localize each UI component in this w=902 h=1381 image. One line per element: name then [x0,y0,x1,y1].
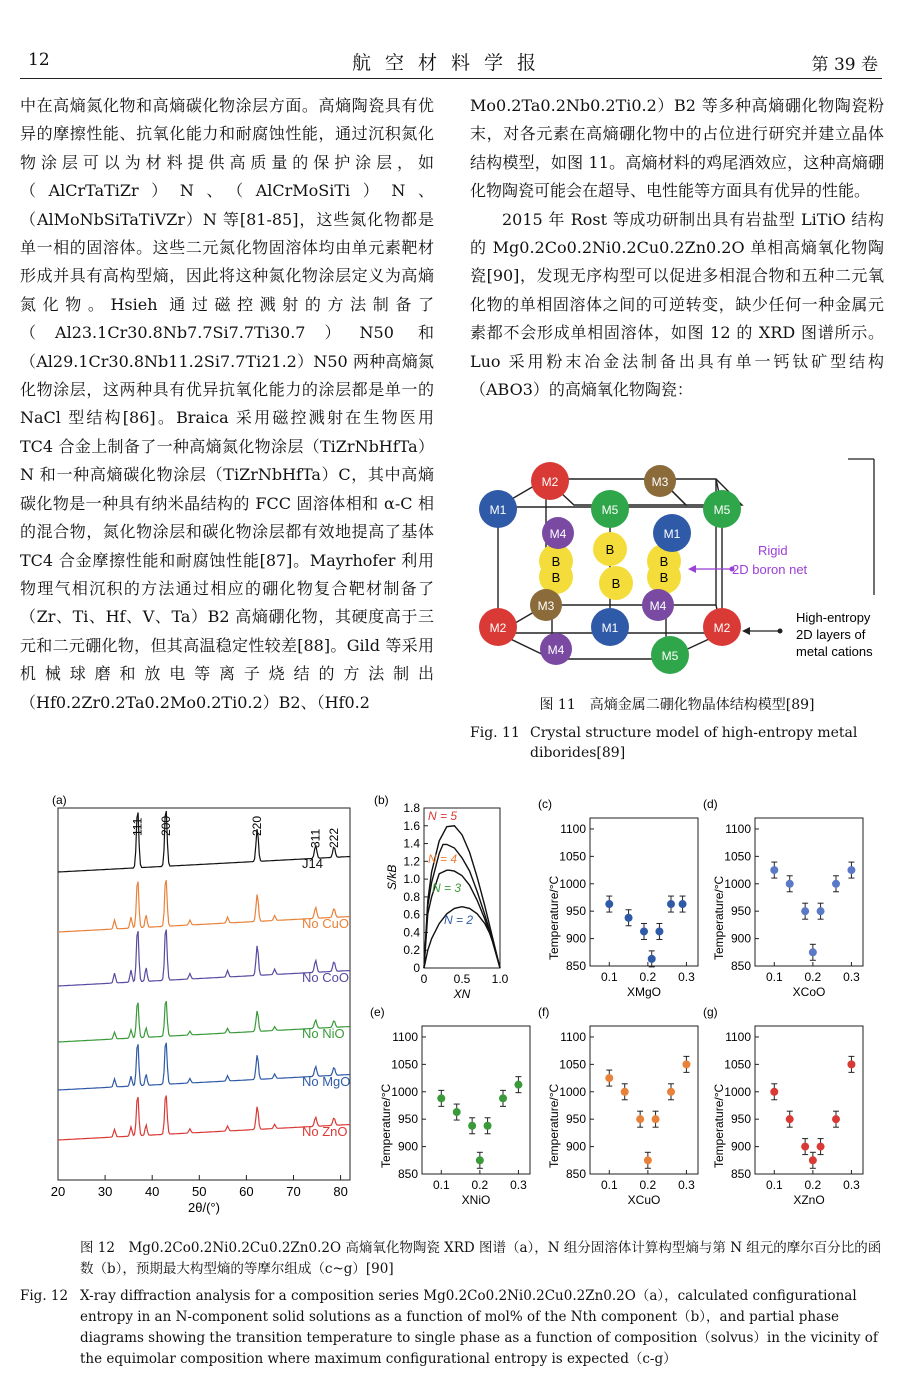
phase-panel-label: (g) [703,1005,718,1019]
a-x-tick-label: 80 [333,1184,348,1199]
a-x-tick-label: 40 [144,1184,160,1199]
phase-y-axis-label: Temperature/°C [547,1083,561,1168]
phase-panel-frame [590,818,698,966]
figure-11-caption-en: Crystal structure model of high-entropy metal diborides[89] [530,725,858,761]
phase-x-tick-label: 0.2 [639,970,657,984]
svg-text:M2: M2 [541,475,559,489]
phase-data-point [770,1088,778,1096]
a-x-tick-label: 60 [239,1184,254,1199]
a-trace-label: No ZnO [302,1124,348,1139]
phase-x-tick-label: 0.1 [600,1178,618,1192]
phase-data-point [625,914,633,922]
b-x-tick-label: 1.0 [491,972,509,986]
b-x-tick-label: 0 [420,972,428,986]
phase-x-tick-label: 0.2 [804,1178,822,1192]
phase-panel-frame [755,1026,863,1174]
phase-data-point [605,900,613,908]
phase-data-point [621,1088,629,1096]
phase-x-tick-label: 0.1 [432,1178,450,1192]
atom-label-b: B [551,554,561,569]
phase-x-tick-label: 0.1 [600,970,618,984]
phase-y-tick-label: 900 [565,1139,586,1154]
figure-11-caption-en-label: Fig. 11 [470,725,520,741]
phase-y-tick-label: 950 [397,1112,418,1127]
b-y-tick-label: 1.4 [403,836,420,851]
svg-text:M5: M5 [713,503,731,517]
phase-y-axis-label: Temperature/°C [379,1083,393,1168]
svg-text:M2: M2 [713,621,731,635]
left-paragraph: 中在高熵氮化物和高熵碳化物涂层方面。高熵陶瓷具有优异的摩擦性能、抗氧化能力和耐腐蚀性能，通过沉积氮化物涂层可以为材料提供高质量的保护涂层，如（AlCrTaTiZr）N、（AlCrMoSiTi）N、（AlMoNbSiTaTiVZr）N 等[81-85]，这些氮化物都是单一相的固溶体。这些二元氮化物固溶体均由单元素靶材形成并具有高构型熵，因此将这种氮化物涂层定义为高熵氮化物。Hsieh 通过磁控溅射的方法制备了（Al23.1Cr30.8Nb7.7Si7.7Ti30.7）N50 和（Al29.1Cr30.8Nb11.2Si7.7Ti21.2）N50 两种高熵氮化物涂层，这两种具有优异抗氧化能力的涂层都是单一的 NaCl 型结构[86]。Braica 采用磁控溅射在生物医用 TC4 合金上制备了一种高熵氮化物涂层（TiZrNbHfTa）N 和一种高熵碳化物涂层（TiZrNbHfTa）C，其中高熵碳化物是一种具有纳米晶结构的 FCC 固溶体相和 α-C 相的混合物，氮化物涂层和碳化物涂层都有效地提高了基体 TC4 合金摩擦性能和耐腐蚀性能[87]。Mayrhofer 利用物理气相沉积的方法通过相应的硼化物复合靶材制备了（Zr、Ti、Hf、V、Ta）B2 高熵硼化物，其硬度高于三元和二元硼化物，但其高温稳定性较差[88]。Gild 等采用机械球磨和放电等离子烧结的方法制出（Hf0.2Zr0.2Ta0.2Mo0.2Ti0.2）B2、（Hf0.2 [20,96,434,712]
cations-label: metal cations [796,644,873,659]
phase-y-tick-label: 850 [397,1167,418,1181]
right-column-text [470,92,884,404]
phase-data-point [476,1156,484,1164]
phase-y-tick-label: 850 [565,1167,586,1181]
phase-y-axis-label: Temperature/°C [712,1083,726,1168]
phase-y-tick-label: 1100 [392,1029,418,1044]
phase-data-point [605,1074,613,1082]
atom-label-b: B [659,554,669,569]
phase-data-point [786,1115,794,1123]
b-y-axis-label: S/kB [385,864,399,890]
phase-y-tick-label: 1000 [559,876,586,891]
figure-11-crystal-model [470,455,890,685]
phase-x-axis-label: XNiO [461,1193,491,1207]
rigid-label: Rigid [758,543,788,558]
right-paragraph-1: Mo0.2Ta0.2Nb0.2Ti0.2）B2 等多种高熵硼化物陶瓷粉末，对各元素在高熵硼化物中的占位进行研究并建立晶体结构模型，如图 11。高熵材料的鸡尾酒效应，这种高熵硼化物陶瓷可能会在超导、电性能等方面具有优异的性能。 [470,96,884,201]
svg-text:M4: M4 [549,527,567,541]
caption-en-text: X-ray diffraction analysis for a composition series Mg0.2Co0.2Ni0.2Cu0.2Zn0.2O（a），calculated configurational entropy in an N-component solid solutions as a function of mol% of the Nth component（b），and partial phase diagrams showing the transition temperature to single phase as a function of composition（solvus）in the vicinity of the equimolar composition where maximum configurational entropy is expected（c-g） [80,1288,878,1367]
phase-panel-label: (f) [538,1005,550,1019]
phase-y-tick-label: 1100 [725,821,751,836]
phase-data-point [817,907,825,915]
phase-data-point [801,1143,809,1151]
high-entropy-label: High-entropy [796,610,871,625]
phase-data-point [667,900,675,908]
svg-text:M1: M1 [663,527,681,541]
phase-data-point [437,1094,445,1102]
phase-panel-label: (c) [538,797,552,811]
phase-y-tick-label: 950 [565,1112,586,1127]
phase-y-tick-label: 850 [730,1167,751,1181]
phase-x-tick-label: 0.2 [639,1178,657,1192]
page-header [20,48,882,74]
a-x-tick-label: 50 [192,1184,207,1199]
phase-data-point [817,1143,825,1151]
phase-data-point [468,1122,476,1130]
phase-y-tick-label: 1000 [724,1084,751,1099]
phase-y-tick-label: 950 [730,904,751,919]
b-y-tick-label: 0.2 [403,943,420,958]
phase-x-tick-label: 0.3 [843,1178,860,1192]
atom-label-b: B [605,542,615,557]
phase-data-point [655,927,663,935]
phase-y-tick-label: 1000 [391,1084,418,1099]
phase-data-point [652,1115,660,1123]
layers-label: 2D layers of [796,627,866,642]
phase-y-tick-label: 1050 [391,1057,418,1072]
phase-data-point [484,1122,492,1130]
a-trace-label: No NiO [302,1026,345,1041]
b-series-label: N = 3 [432,881,462,895]
phase-x-tick-label: 0.2 [804,970,822,984]
phase-panel-frame [590,1026,698,1174]
b-series-label: N = 5 [428,809,458,823]
phase-y-tick-label: 1050 [559,849,586,864]
phase-x-tick-label: 0.2 [471,1178,489,1192]
phase-y-axis-label: Temperature/°C [712,875,726,960]
right-paragraph-2: 2015 年 Rost 等成功研制出具有岩盐型 LiTiO 结构的 Mg0.2Co0.2Ni0.2Cu0.2Zn0.2O 单相高熵氧化物陶瓷[90]，发现无序构型可以促进多相混合物和五种二元氧化物的单相固溶体之间的可逆转变，缺少任何一种金属元素都不会形成单相固溶体，如图 12 的 XRD 图谱所示。Luo 采用粉末冶金法制备出具有单一钙钛矿型结构（ABO3）的高熵氧化物陶瓷： [470,209,884,400]
phase-y-tick-label: 1050 [724,1057,751,1072]
b-x-tick-label: 0.5 [453,972,471,986]
svg-text:M4: M4 [547,643,565,657]
svg-text:M3: M3 [651,475,669,489]
phase-y-tick-label: 900 [730,931,751,946]
svg-text:M1: M1 [601,621,619,635]
phase-data-point [786,880,794,888]
b-y-tick-label: 1.8 [403,801,420,815]
phase-data-point [636,1115,644,1123]
svg-text:M5: M5 [661,649,679,663]
figure-12 [20,790,884,1220]
a-x-tick-label: 20 [50,1184,66,1199]
phase-x-axis-label: XCuO [627,1193,661,1207]
phase-y-tick-label: 1100 [725,1029,751,1044]
b-y-tick-label: 0.8 [403,889,420,904]
panel-a-label: (a) [52,793,67,807]
phase-panel-frame [755,818,863,966]
phase-data-point [679,900,687,908]
b-y-tick-label: 0.4 [403,925,420,940]
volume-label: 第 39 卷 [811,55,878,75]
svg-text:M4: M4 [649,599,667,613]
b-y-tick-label: 0.6 [403,907,420,922]
phase-data-point [809,948,817,956]
page-number: 12 [28,50,50,70]
svg-text:M1: M1 [489,503,507,517]
b-series-label: N = 4 [428,852,458,866]
phase-data-point [809,1156,817,1164]
panel-b-label: (b) [374,793,389,807]
phase-data-point [648,955,656,963]
phase-data-point [644,1156,652,1164]
phase-x-tick-label: 0.3 [510,1178,527,1192]
atom-label-b: B [551,570,561,585]
a-peak-index-label: 200 [158,815,173,836]
phase-data-point [667,1088,675,1096]
phase-y-tick-label: 1000 [559,1084,586,1099]
boron-net-label: 2D boron net [732,562,808,577]
phase-y-tick-label: 1000 [724,876,751,891]
atom-label-b: B [611,576,621,591]
phase-x-tick-label: 0.1 [765,970,783,984]
a-peak-index-label: 222 [326,827,341,848]
phase-data-point [514,1081,522,1089]
phase-y-tick-label: 900 [397,1139,418,1154]
phase-y-tick-label: 900 [565,931,586,946]
phase-data-point [801,907,809,915]
phase-x-tick-label: 0.3 [678,970,695,984]
caption-en-label: Fig. 12 [20,1288,69,1304]
a-peak-index-label: 311 [308,828,323,848]
phase-x-axis-label: XCoO [792,985,826,999]
phase-y-tick-label: 850 [730,959,751,973]
phase-data-point [682,1060,690,1068]
atom-label-b: B [659,570,669,585]
phase-data-point [640,927,648,935]
phase-y-tick-label: 950 [730,1112,751,1127]
phase-y-tick-label: 850 [565,959,586,973]
a-trace-label: No MgO [302,1074,351,1089]
header-rule [20,78,882,79]
phase-x-tick-label: 0.3 [843,970,860,984]
phase-y-tick-label: 1100 [560,821,586,836]
phase-y-tick-label: 1100 [560,1029,586,1044]
phase-data-point [847,1060,855,1068]
b-series-line [424,826,500,968]
phase-x-tick-label: 0.1 [765,1178,783,1192]
phase-y-tick-label: 1050 [559,1057,586,1072]
phase-x-axis-label: XZnO [793,1193,825,1207]
a-trace-label: No CoO [302,970,349,985]
a-x-tick-label: 70 [286,1184,301,1199]
phase-data-point [770,866,778,874]
phase-data-point [832,1115,840,1123]
a-trace-label: J14 [302,856,323,871]
left-column-text [20,92,434,717]
a-peak-index-label: 111 [130,817,145,836]
a-x-tick-label: 30 [97,1184,113,1199]
b-y-tick-label: 0 [413,961,420,975]
caption-cn-text: 图 12 Mg0.2Co0.2Ni0.2Cu0.2Zn0.2O 高熵氧化物陶瓷 XRD 图谱（a），N 组分固溶体计算构型熵与第 N 组元的摩尔百分比的函数（b），预期最大构型熵的等摩尔组成（c~g）[90] [80,1240,882,1277]
b-y-tick-label: 1.0 [403,872,420,887]
b-x-axis-label: XN [453,987,471,1001]
phase-y-axis-label: Temperature/°C [547,875,561,960]
a-peak-index-label: 220 [250,815,265,836]
svg-text:M5: M5 [601,503,619,517]
a-x-axis-label: 2θ/(°) [188,1200,220,1215]
phase-panel-label: (d) [703,797,718,811]
phase-data-point [499,1094,507,1102]
b-series-label: N = 2 [444,913,474,927]
a-trace-label: No CuO [302,916,349,931]
phase-y-tick-label: 950 [565,904,586,919]
phase-panel-label: (e) [370,1005,385,1019]
svg-text:M2: M2 [489,621,507,635]
phase-y-tick-label: 900 [730,1139,751,1154]
phase-y-tick-label: 1050 [724,849,751,864]
phase-data-point [847,866,855,874]
b-y-tick-label: 1.6 [403,818,420,833]
phase-data-point [832,880,840,888]
journal-title: 航空材料学报 [351,52,550,74]
phase-x-tick-label: 0.3 [678,1178,695,1192]
phase-x-axis-label: XMgO [626,985,662,999]
figure-11-caption-cn: 图 11 高熵金属二硼化物晶体结构模型[89] [539,697,815,713]
phase-data-point [453,1108,461,1116]
b-y-tick-label: 1.2 [403,854,420,869]
svg-text:M3: M3 [537,599,555,613]
